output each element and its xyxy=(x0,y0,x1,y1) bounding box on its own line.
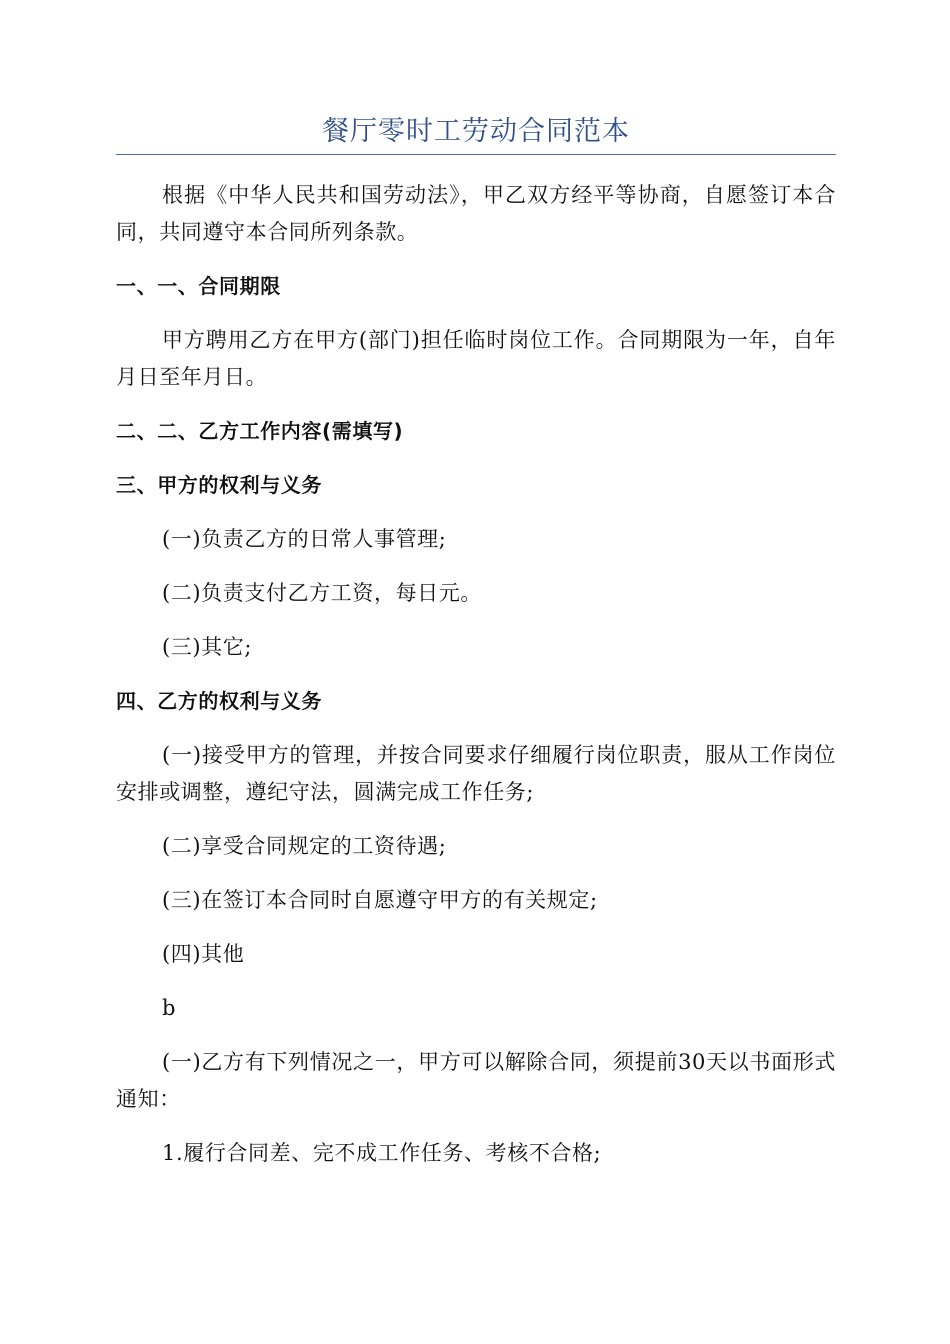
party-a-item: (三)其它; xyxy=(162,635,253,659)
document-page xyxy=(116,112,836,1189)
section-heading-term: 一、一、合同期限 xyxy=(116,274,281,298)
intro-paragraph: 根据《中华人民共和国劳动法》，甲乙双方经平等协商，自愿签订本合同，共同遵守本合同所列条款。 xyxy=(116,183,836,244)
title-underline xyxy=(116,154,836,155)
party-b-item: (二)享受合同规定的工资待遇; xyxy=(162,834,447,858)
party-b-item: (三)在签订本合同时自愿遵守甲方的有关规定; xyxy=(162,888,598,912)
termination-text: (一)乙方有下列情况之一，甲方可以解除合同，须提前30天以书面形式通知： xyxy=(116,1050,836,1111)
party-b-item: (四)其他 xyxy=(162,942,245,966)
section-heading-work-content: 二、二、乙方工作内容(需填写) xyxy=(116,419,404,443)
party-a-item: (二)负责支付乙方工资，每日元。 xyxy=(162,581,482,605)
document-title: 餐厅零时工劳动合同范本 xyxy=(322,116,630,147)
termination-item: 1.履行合同差、完不成工作任务、考核不合格; xyxy=(162,1141,602,1165)
section-term-text: 甲方聘用乙方在甲方(部门)担任临时岗位工作。合同期限为一年，自年月日至年月日。 xyxy=(116,328,836,389)
party-a-item: (一)负责乙方的日常人事管理; xyxy=(162,527,447,551)
section-heading-party-a: 三、甲方的权利与义务 xyxy=(116,473,322,497)
stray-text: b xyxy=(162,996,177,1020)
party-b-item: (一)接受甲方的管理，并按合同要求仔细履行岗位职责，服从工作岗位安排或调整，遵纪守法，圆满完成工作任务; xyxy=(116,743,836,804)
section-heading-party-b: 四、乙方的权利与义务 xyxy=(116,689,322,713)
